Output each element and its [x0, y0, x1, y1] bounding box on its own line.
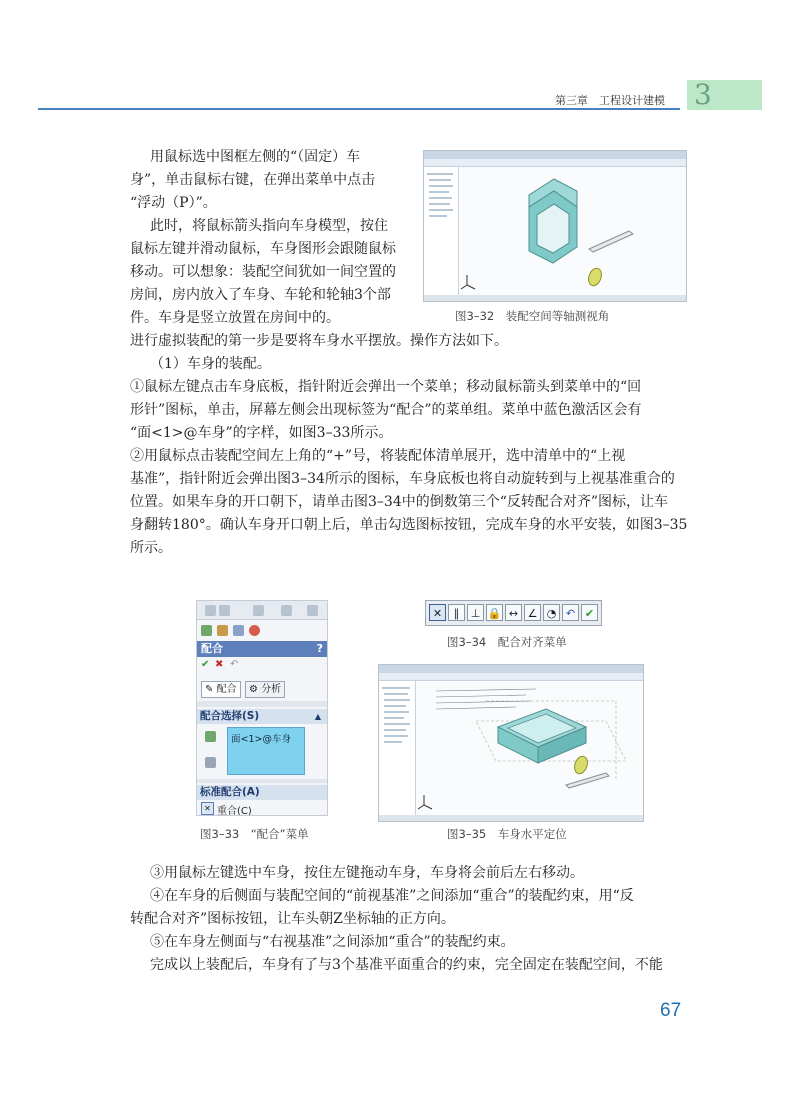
wheel-model [572, 754, 589, 775]
body-line: 形针”图标，单击，屏幕左侧会出现标签为“配合”的菜单组。菜单中蓝色激活区会有 [130, 402, 642, 418]
body-line: ④在车身的后侧面与装配空间的“前视基准”之间添加“重合”的装配约束，用“反 [150, 888, 634, 904]
figure-caption: 图3–34 配合对齐菜单 [447, 635, 567, 649]
cancel-x-icon[interactable]: ✖ [215, 659, 224, 670]
header-rule [38, 108, 680, 110]
standard-mates-label: 标准配合(A) [200, 786, 260, 798]
confirm-check-button[interactable]: ✔ [581, 604, 598, 621]
coincident-option[interactable] [197, 802, 327, 816]
collapse-caret-icon[interactable]: ▲ [314, 712, 321, 721]
intro-line: 件。车身是竖立放置在房间中的。 [130, 310, 340, 326]
body-line: 身翻转180°。确认车身开口朝上后，单击勾选图标按钮，完成车身的水平安装，如图3–35 [130, 517, 688, 533]
configuration-manager-icon[interactable] [233, 625, 244, 636]
mate-property-manager [196, 600, 328, 816]
intro-line: 此时，将鼠标箭头指向车身模型，按住 [150, 218, 388, 234]
analysis-icon: ⚙ [249, 684, 258, 695]
flip-mate-alignment-button[interactable]: ↶ [562, 604, 579, 621]
standard-mates-header[interactable] [197, 785, 327, 800]
distance-button[interactable]: ↔ [505, 604, 522, 621]
body-line: 转配合对齐”图标按钮，让车头朝Z坐标轴的正方向。 [130, 911, 455, 927]
undo-icon[interactable]: ↶ [230, 659, 239, 670]
body-line: “面<1>@车身”的字样，如图3–33所示。 [130, 425, 393, 441]
appearance-icon[interactable] [249, 625, 260, 636]
ok-check-icon[interactable]: ✔ [201, 659, 210, 670]
chapter-number: 3 [694, 78, 712, 111]
car-body-horizontal-model [416, 681, 643, 815]
tab-analysis[interactable] [245, 681, 285, 698]
assembly-isometric-screenshot [423, 150, 687, 302]
feature-manager-icon[interactable] [201, 625, 212, 636]
intro-line: “浮动（P）”。 [130, 195, 217, 211]
body-line: ⑤在车身左侧面与“右视基准”之间添加“重合”的装配约束。 [150, 934, 515, 950]
lock-button[interactable]: 🔒 [486, 604, 503, 621]
body-line: 完成以上装配后，车身有了与3个基准平面重合的约束，完全固定在装配空间，不能 [150, 957, 663, 973]
pm-tab-icons [197, 623, 327, 639]
mate-selections-label: 配合选择(S) [200, 710, 260, 722]
mate-alignment-toolbar [425, 600, 602, 626]
body-line: 所示。 [130, 540, 172, 556]
body-line: ③用鼠标左键选中车身，按住左键拖动车身，车身将会前后左右移动。 [150, 865, 584, 881]
pm-title-bar [197, 641, 327, 657]
property-manager-icon[interactable] [217, 625, 228, 636]
wheel-model [586, 266, 603, 287]
coincident-button[interactable]: ✕ [429, 604, 446, 621]
body-line: 基准”，指针附近会弹出图3–34所示的图标，车身底板也将自动旋转到与上视基准重合的 [130, 471, 675, 487]
body-line: 位置。如果车身的开口朝下，请单击图3–34中的倒数第三个“反转配合对齐”图标，让车 [130, 494, 669, 510]
help-icon[interactable]: ? [316, 642, 323, 655]
mate-selection-box[interactable] [227, 727, 305, 775]
horizontal-position-screenshot [378, 664, 644, 822]
coincident-label: 重合(C) [217, 806, 252, 816]
axle-model [589, 231, 633, 252]
body-line: ②用鼠标点击装配空间左上角的“+”号，将装配体清单展开，选中清单中的“上视 [130, 448, 626, 464]
axle-model [566, 773, 609, 788]
coincident-icon: ✕ [201, 802, 214, 815]
chapter-title: 第三章 工程设计建模 [555, 94, 665, 107]
page-number: 67 [660, 1000, 682, 1021]
selection-entity-icon [205, 731, 216, 742]
intro-line: 鼠标左键并滑动鼠标，车身图形会跟随鼠标 [130, 241, 396, 257]
pm-toolbar [197, 601, 327, 620]
tangent-button[interactable]: ◔ [543, 604, 560, 621]
intro-line: 用鼠标选中图框左侧的“（固定）车 [150, 149, 361, 165]
car-body-model [459, 167, 686, 295]
body-line: 进行虚拟装配的第一步是要将车身水平摆放。操作方法如下。 [130, 333, 508, 349]
body-line: ①鼠标左键点击车身底板，指针附近会弹出一个菜单；移动鼠标箭头到菜单中的“回 [130, 379, 642, 395]
figure-caption: 图3–33 “配合”菜单 [200, 827, 309, 841]
figure-caption: 图3–35 车身水平定位 [447, 827, 567, 841]
coordinate-axes-icon [461, 275, 475, 289]
pin-icon[interactable] [205, 757, 216, 768]
parallel-button[interactable]: ∥ [448, 604, 465, 621]
coordinate-axes-icon [418, 795, 432, 809]
intro-line: 移动。可以想象：装配空间犹如一间空置的 [130, 264, 396, 280]
perpendicular-button[interactable]: ⊥ [467, 604, 484, 621]
intro-line: 房间，房内放入了车身、车轮和轮轴3个部 [130, 287, 391, 303]
pm-actions [197, 659, 327, 675]
body-line: （1）车身的装配。 [150, 356, 271, 372]
intro-line: 身”，单击鼠标右键，在弹出菜单中点击 [130, 172, 376, 188]
selected-face: 面<1>@车身 [231, 734, 291, 745]
tab-mate[interactable] [201, 681, 241, 698]
figure-caption: 图3–32 装配空间等轴测视角 [455, 309, 610, 323]
pm-title: 配合 [201, 642, 223, 655]
tab-mate-label: 配合 [216, 684, 237, 695]
paperclip-icon: ✎ [205, 684, 214, 695]
mate-selections-header[interactable] [197, 709, 327, 724]
angle-button[interactable]: ∠ [524, 604, 541, 621]
tab-analysis-label: 分析 [261, 684, 282, 695]
